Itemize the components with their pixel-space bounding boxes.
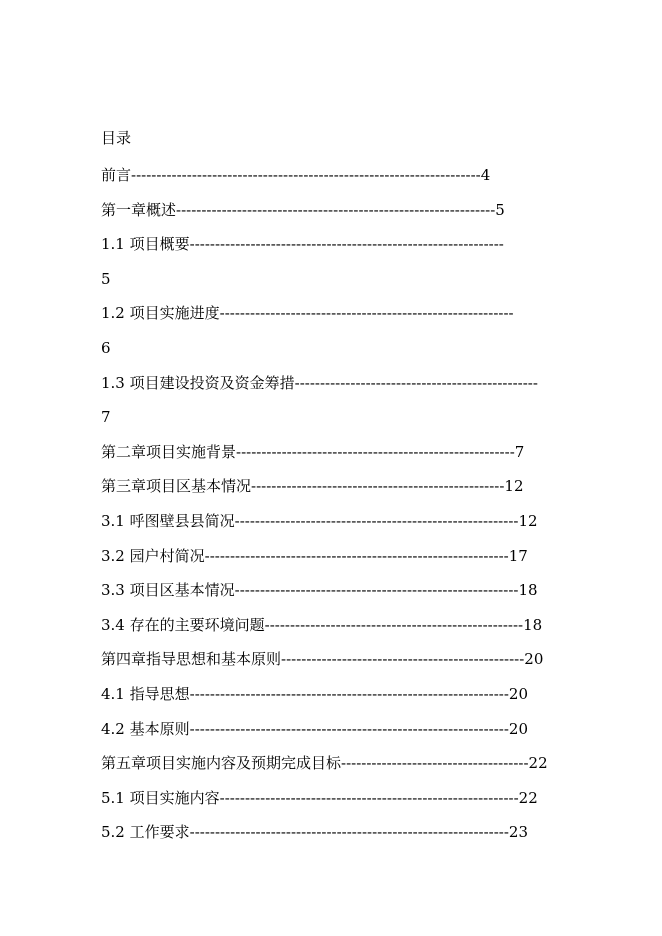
toc-line: 1.2 项目实施进度---------------------------------------------------------- xyxy=(101,304,514,323)
toc-line: 3.3 项目区基本情况--------------------------------------------------------18 xyxy=(101,581,538,600)
toc-line: 第三章项目区基本情况--------------------------------------------------12 xyxy=(101,477,524,496)
toc-title: 目录 xyxy=(101,129,132,147)
toc-line: 5.2 工作要求---------------------------------------------------------------23 xyxy=(101,823,529,842)
toc-line: 第四章指导思想和基本原则------------------------------------------------20 xyxy=(101,650,544,669)
toc-list xyxy=(101,163,571,855)
toc-line: 7 xyxy=(101,408,111,427)
toc-line: 3.4 存在的主要环境问题---------------------------------------------------18 xyxy=(101,615,543,634)
toc-line: 3.1 呼图壁县县简况--------------------------------------------------------12 xyxy=(101,511,538,530)
toc-line: 第五章项目实施内容及预期完成目标-------------------------------------22 xyxy=(101,754,548,773)
toc-line: 5 xyxy=(101,269,111,288)
toc-line: 1.3 项目建设投资及资金筹措------------------------------------------------ xyxy=(101,373,538,392)
toc-line: 3.2 园户村简况------------------------------------------------------------17 xyxy=(101,546,528,565)
toc-line: 前言---------------------------------------------------------------------4 xyxy=(101,166,491,184)
toc-line: 4.2 基本原则---------------------------------------------------------------20 xyxy=(101,719,529,738)
toc-line: 6 xyxy=(101,338,111,357)
toc-line: 第一章概述---------------------------------------------------------------5 xyxy=(101,200,505,219)
toc-line: 5.1 项目实施内容-----------------------------------------------------------22 xyxy=(101,788,538,807)
toc-line: 1.1 项目概要-------------------------------------------------------------- xyxy=(101,235,504,254)
toc-line: 第二章项目实施背景-------------------------------------------------------7 xyxy=(101,442,525,461)
toc-line: 4.1 指导思想---------------------------------------------------------------20 xyxy=(101,684,529,703)
